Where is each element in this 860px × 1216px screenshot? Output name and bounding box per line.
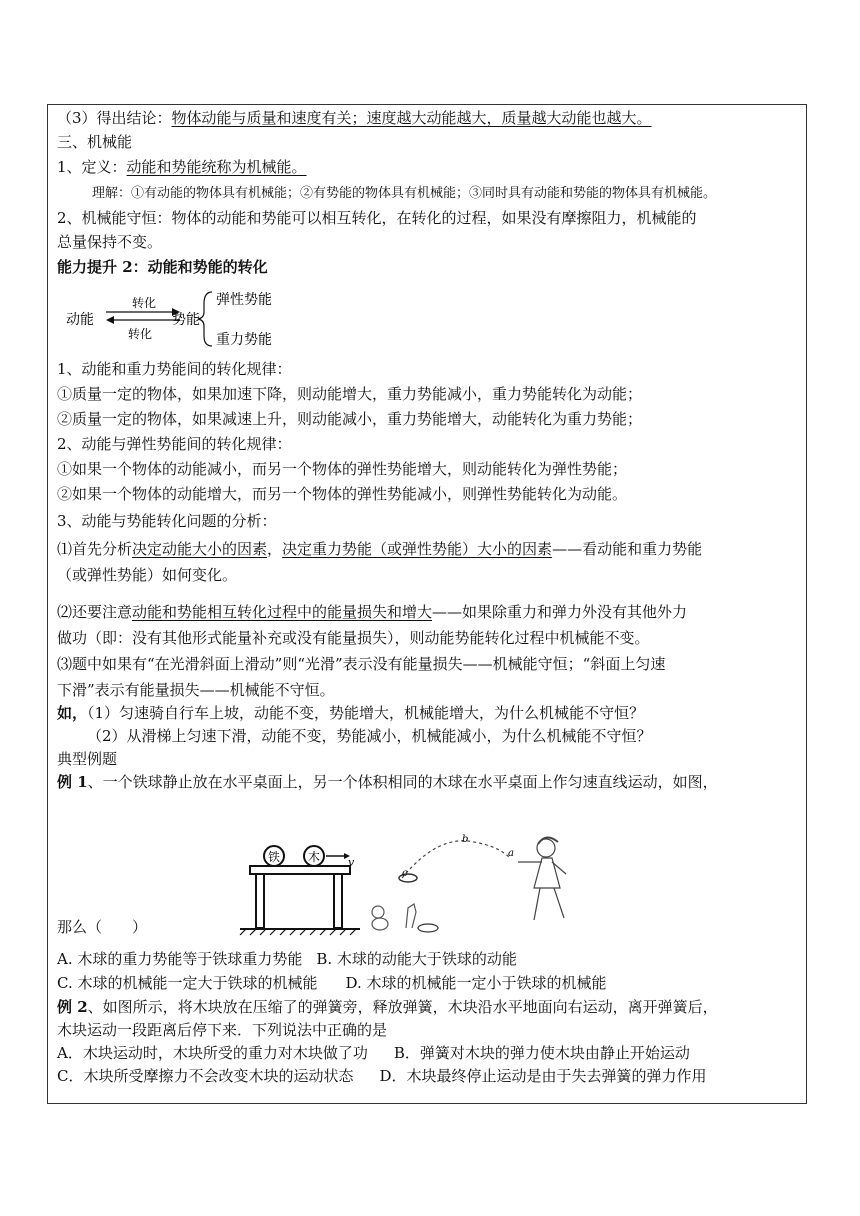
analysis-2-line-2: 做功（即：没有其他形式能量补充或没有能量损失），则动能势能转化过程中机械能不变。 [57, 629, 650, 647]
example-2-options-row-1 [57, 1042, 690, 1064]
example-2-option-c: C．木块所受摩擦力不会改变木块的运动状态 [57, 1067, 354, 1085]
rule-1: ①质量一定的物体，如果加速下降，则动能增大，重力势能减小，重力势能转化为动能； [57, 385, 643, 403]
definition-prefix: 1、定义： [57, 158, 127, 176]
example-2-line-1 [57, 996, 718, 1018]
analysis-3-line-1: ⑶题中如果有“在光滑斜面上滑动”则“光滑”表示没有能量损失——机械能守恒；“斜面上匀速 [57, 655, 666, 673]
rule-3: ①如果一个物体的动能减小，而另一个物体的弹性势能增大，则动能转化为弹性势能； [57, 460, 628, 478]
example-1-text: 、一个铁球静止放在水平桌面上，另一个体积相同的木球在水平桌面上作匀速直线运动，如图， [87, 773, 718, 791]
rule-4: ②如果一个物体的动能增大，而另一个物体的弹性势能减小，则弹性势能转化为动能。 [57, 485, 628, 503]
example-1-option-d: D. 木球的机械能一定小于铁球的机械能 [345, 974, 607, 992]
point-c-label: c [402, 868, 408, 879]
analysis-1-u2: 决定重力势能（或弹性势能）大小的因素 [282, 540, 553, 558]
example-2-line-2: 木块运动一段距离后停下来．下列说法中正确的是 [57, 1021, 388, 1039]
diagram-brace [198, 292, 212, 346]
point-a-label: a [508, 848, 514, 859]
example-1-options-row-1 [57, 948, 517, 970]
example-1-option-a: A. 木球的重力势能等于铁球重力势能 [57, 950, 303, 968]
conclusion-line [57, 107, 652, 129]
example-1-line [57, 771, 718, 793]
iron-ball-label: 铁 [268, 850, 281, 864]
understanding-line: 理解：①有动能的物体具有机械能；②有势能的物体具有机械能；③同时具有动能和势能的物体具有机械能。 [92, 186, 717, 201]
example-intro-bold: 如， [57, 704, 88, 722]
ability-heading: 能力提升 2：动能和势能的转化 [57, 258, 268, 276]
analysis-2-u: 动能和势能相互转化过程中的能量损失和增大 [132, 603, 433, 621]
diagram-convert-top: 转化 [132, 296, 157, 310]
analysis-1-rest: ——看动能和重力势能 [552, 540, 703, 558]
definition-line [57, 156, 307, 178]
velocity-label: v [348, 856, 355, 869]
example-2-label: 例 2 [57, 998, 88, 1016]
diagram-elastic-label: 弹性势能 [216, 292, 272, 308]
arrow-left-head [106, 316, 114, 324]
conversion-diagram [60, 286, 300, 352]
example-1-options-row-2 [57, 972, 607, 994]
analysis-1-sep: ， [267, 540, 283, 558]
example-1-label: 例 1 [57, 773, 88, 791]
analysis-1-line-1 [57, 538, 702, 560]
example-intro-2: （2）从滑梯上匀速下滑，动能不变，势能减小，机械能减小，为什么机械能不守恒？ [87, 727, 652, 745]
example-2-option-b: B．弹簧对木块的弹力使木块由静止开始运动 [393, 1044, 690, 1062]
diagram-kinetic-label: 动能 [66, 312, 94, 328]
rule-2: ②质量一定的物体，如果减速上升，则动能减小，重力势能增大，动能转化为重力势能； [57, 410, 643, 428]
example-intro-line-1 [57, 702, 644, 724]
example-2-option-a: A．木块运动时，木块所受的重力对木块做了功 [57, 1044, 368, 1062]
analysis-1-prefix: ⑴首先分析 [57, 540, 133, 558]
example-1-option-c: C. 木球的机械能一定大于铁球的机械能 [57, 974, 318, 992]
table-figure [240, 846, 360, 935]
ring-toss-figure [372, 834, 566, 932]
diagram-potential-label: 势能 [172, 312, 200, 328]
example-1-option-b: B. 木球的动能大于铁球的动能 [316, 950, 517, 968]
diagram-convert-bottom: 转化 [128, 327, 153, 341]
analysis-3-line-2: 下滑”表示有能量损失——机械能不守恒。 [57, 681, 335, 699]
analysis-2-line-1 [57, 601, 687, 623]
conclusion-text: 物体动能与质量和速度有关；速度越大动能越大，质量越大动能也越大。 [171, 109, 652, 127]
analysis-1-u1: 决定动能大小的因素 [132, 540, 268, 558]
wood-ball-label: 木 [308, 850, 321, 864]
example-intro-1: （1）匀速骑自行车上坡，动能不变，势能增大，机械能增大，为什么机械能不守恒？ [87, 704, 645, 722]
rule-title-3: 3、动能与势能转化问题的分析： [57, 512, 277, 530]
typical-heading: 典型例题 [57, 750, 118, 768]
diagram-gravity-label: 重力势能 [216, 332, 272, 348]
analysis-2-prefix: ⑵还要注意 [57, 603, 133, 621]
example-1-figures [238, 828, 588, 936]
analysis-2-rest: ——如果除重力和弹力外没有其他外力 [432, 603, 688, 621]
conclusion-prefix: （3）得出结论： [57, 109, 172, 127]
example-2-options-row-2 [57, 1065, 707, 1087]
definition-text: 动能和势能统称为机械能。 [126, 158, 307, 176]
section-title: 三、机械能 [57, 133, 133, 151]
example-1-then: 那么（ ） [57, 918, 148, 936]
analysis-1-line-2: （或弹性势能）如何变化。 [57, 566, 238, 584]
example-2-option-d: D．木块最终停止运动是由于失去弹簧的弹力作用 [379, 1067, 707, 1085]
point-b-label: b [462, 834, 469, 845]
rule-title-1: 1、动能和重力势能间的转化规律： [57, 360, 292, 378]
rule-title-2: 2、动能与弹性势能间的转化规律： [57, 435, 292, 453]
example-2-text: 、如图所示，将木块放在压缩了的弹簧旁，释放弹簧，木块沿水平地面向右运动，离开弹簧后， [87, 998, 718, 1016]
conservation-line-2: 总量保持不变。 [57, 233, 163, 251]
conservation-line-1: 2、机械能守恒：物体的动能和势能可以相互转化，在转化的过程，如果没有摩擦阻力，机械能的 [57, 209, 697, 227]
